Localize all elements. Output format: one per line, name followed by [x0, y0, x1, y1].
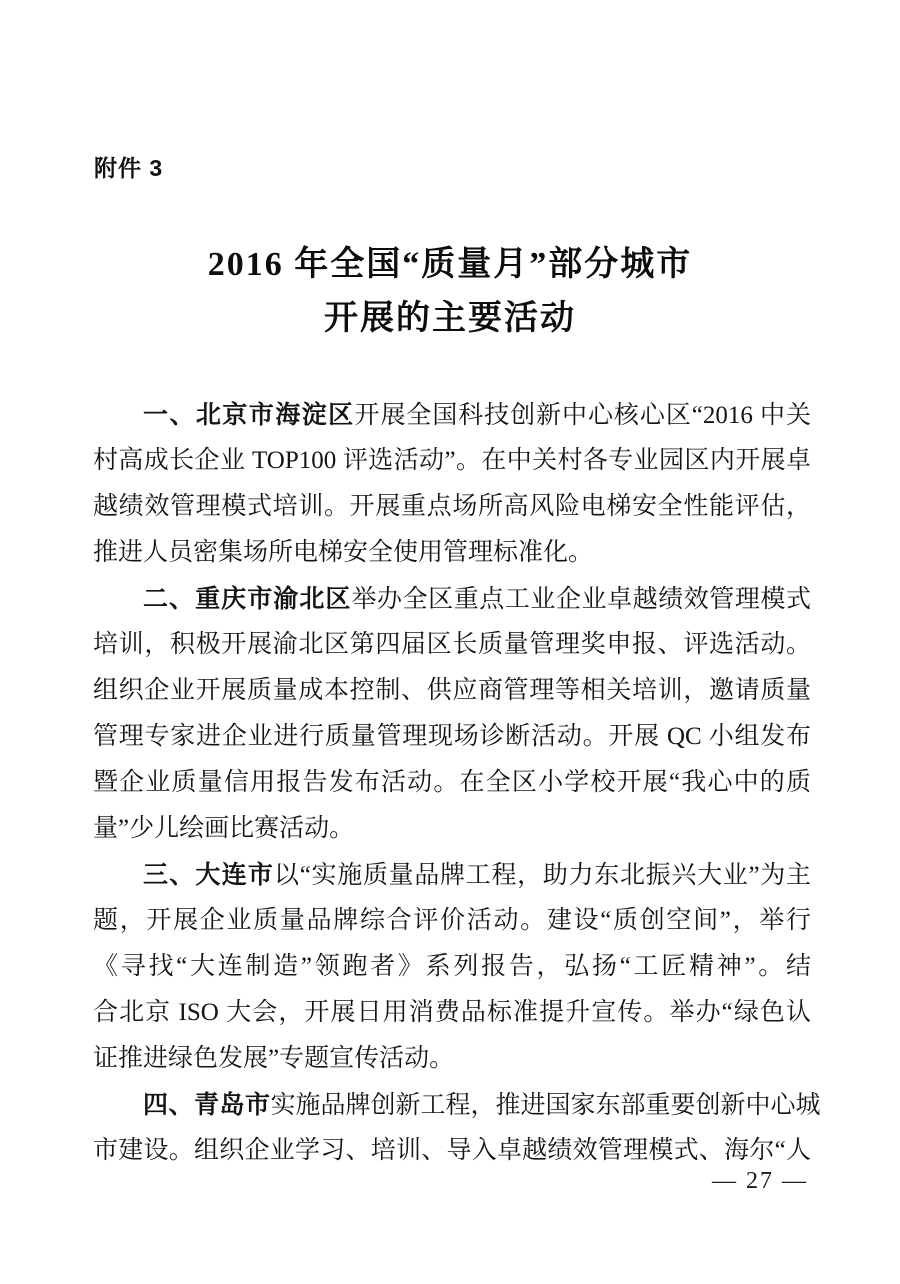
document-title-line2: 开展的主要活动	[324, 300, 576, 337]
body-line: 《寻找“大连制造”领跑者》系列报告，弘扬“工匠精神”。结	[93, 953, 811, 980]
paragraph-lead: 一、北京市海淀区	[143, 401, 355, 429]
body-line: 四、青岛市实施品牌创新工程，推进国家东部重要创新中心城	[143, 1091, 821, 1119]
body-line: 二、重庆市渝北区举办全区重点工业企业卓越绩效管理模式	[143, 585, 811, 613]
body-line: 题，开展企业质量品牌综合评价活动。建设“质创空间”，举行	[93, 907, 811, 934]
body-line: 证推进绿色发展”专题宣传活动。	[93, 1045, 455, 1072]
body-line: 暨企业质量信用报告发布活动。在全区小学校开展“我心中的质	[93, 769, 811, 796]
paragraph-lead: 三、大连市	[143, 861, 275, 889]
body-line: 管理专家进企业进行质量管理现场诊断活动。开展 QC 小组发布	[93, 723, 811, 750]
body-line: 市建设。组织企业学习、培训、导入卓越绩效管理模式、海尔“人	[93, 1137, 811, 1164]
body-line: 培训，积极开展渝北区第四届区长质量管理奖申报、评选活动。	[93, 631, 811, 658]
body-line: 越绩效管理模式培训。开展重点场所高风险电梯安全性能评估，	[93, 493, 811, 520]
document-title	[0, 238, 900, 346]
attachment-label: 附件 3	[94, 155, 164, 181]
body-line: 村高成长企业 TOP100 评选活动”。在中关村各专业园区内开展卓	[93, 447, 811, 474]
paragraph-lead: 二、重庆市渝北区	[143, 585, 352, 613]
paragraphs	[93, 392, 821, 1174]
body-line: 三、大连市以“实施质量品牌工程，助力东北振兴大业”为主	[143, 861, 811, 889]
body-line: 组织企业开展质量成本控制、供应商管理等相关培训，邀请质量	[93, 677, 811, 704]
paragraph-lead: 四、青岛市	[143, 1091, 271, 1119]
body-line: 合北京 ISO 大会，开展日用消费品标准提升宣传。举办“绿色认	[93, 999, 811, 1026]
body-line: 推进人员密集场所电梯安全使用管理标准化。	[93, 539, 594, 566]
page-number: — 27 —	[712, 1168, 808, 1194]
document-title-line1: 2016 年全国“质量月”部分城市	[207, 246, 693, 283]
body-line: 一、北京市海淀区开展全国科技创新中心核心区“2016 中关	[143, 401, 811, 429]
body-line: 量”少儿绘画比赛活动。	[93, 815, 355, 842]
